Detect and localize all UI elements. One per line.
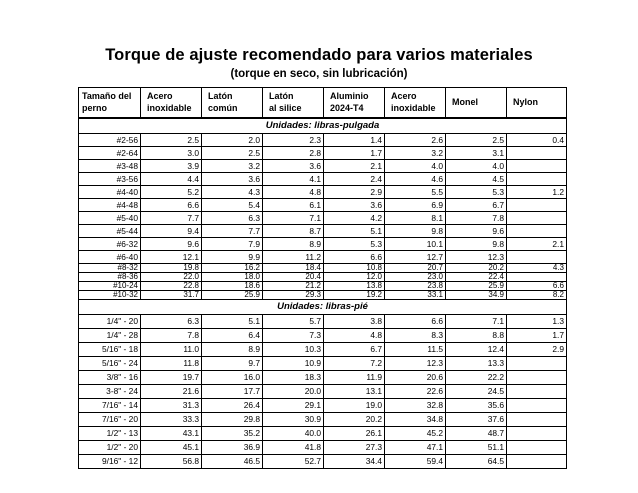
torque-value-cell: 11.8 [141, 357, 202, 371]
table-row [79, 413, 567, 427]
bolt-size-cell: #6-40 [79, 251, 141, 264]
torque-value-cell: 16.2 [202, 264, 263, 273]
torque-value-cell [507, 273, 567, 282]
torque-value-cell [507, 441, 567, 455]
torque-value-cell: 32.8 [385, 399, 446, 413]
bolt-size-cell: #2-56 [79, 134, 141, 147]
torque-value-cell: 20.7 [385, 264, 446, 273]
torque-value-cell: 4.8 [263, 186, 324, 199]
torque-value-cell: 1.4 [324, 134, 385, 147]
torque-value-cell: 7.3 [263, 329, 324, 343]
torque-value-cell: 52.7 [263, 455, 324, 469]
torque-value-cell: 6.1 [263, 199, 324, 212]
torque-value-cell: 3.1 [446, 147, 507, 160]
torque-value-cell: 1.7 [324, 147, 385, 160]
torque-value-cell: 6.4 [202, 329, 263, 343]
table-row [79, 251, 567, 264]
bolt-size-cell: #8-32 [79, 264, 141, 273]
torque-value-cell: 25.9 [202, 291, 263, 300]
torque-value-cell: 26.1 [324, 427, 385, 441]
torque-value-cell: 46.5 [202, 455, 263, 469]
torque-value-cell [507, 427, 567, 441]
torque-value-cell: 6.3 [202, 212, 263, 225]
header-monel: Monel [446, 88, 507, 119]
torque-value-cell: 10.9 [263, 357, 324, 371]
torque-value-cell: 4.2 [324, 212, 385, 225]
torque-value-cell: 22.2 [446, 371, 507, 385]
table-row [79, 427, 567, 441]
torque-value-cell: 13.3 [446, 357, 507, 371]
torque-value-cell: 10.8 [324, 264, 385, 273]
torque-value-cell: 5.1 [324, 225, 385, 238]
torque-value-cell: 4.0 [385, 160, 446, 173]
torque-value-cell: 12.1 [141, 251, 202, 264]
torque-value-cell: 31.3 [141, 399, 202, 413]
bolt-size-cell: 7/16" - 14 [79, 399, 141, 413]
torque-value-cell: 36.9 [202, 441, 263, 455]
torque-value-cell: 7.9 [202, 238, 263, 251]
torque-value-cell: 7.1 [263, 212, 324, 225]
torque-value-cell: 19.8 [141, 264, 202, 273]
torque-value-cell: 4.5 [446, 173, 507, 186]
torque-value-cell: 4.4 [141, 173, 202, 186]
torque-value-cell: 56.8 [141, 455, 202, 469]
torque-value-cell: 21.6 [141, 385, 202, 399]
page-subtitle: (torque en seco, sin lubricación) [230, 68, 408, 80]
torque-value-cell: 18.0 [202, 273, 263, 282]
table-row [79, 147, 567, 160]
torque-value-cell [507, 385, 567, 399]
torque-value-cell: 22.4 [446, 273, 507, 282]
torque-value-cell: 40.0 [263, 427, 324, 441]
torque-value-cell [507, 399, 567, 413]
bolt-size-cell: #3-48 [79, 160, 141, 173]
table-row [79, 186, 567, 199]
torque-value-cell: 2.3 [263, 134, 324, 147]
table-row [79, 399, 567, 413]
torque-value-cell: 3.2 [385, 147, 446, 160]
torque-value-cell: 5.7 [263, 315, 324, 329]
bolt-size-cell: #10-32 [79, 291, 141, 300]
torque-value-cell: 13.8 [324, 282, 385, 291]
section-header-row [79, 118, 567, 134]
torque-value-cell: 2.5 [202, 147, 263, 160]
torque-value-cell: 5.1 [202, 315, 263, 329]
bolt-size-cell: 3/8" - 16 [79, 371, 141, 385]
table-row [79, 160, 567, 173]
torque-value-cell: 23.0 [385, 273, 446, 282]
torque-value-cell: 2.5 [141, 134, 202, 147]
bolt-size-cell: 1/4" - 20 [79, 315, 141, 329]
bolt-size-cell: #2-64 [79, 147, 141, 160]
torque-value-cell: 7.7 [141, 212, 202, 225]
torque-value-cell: 3.2 [202, 160, 263, 173]
torque-value-cell: 6.6 [141, 199, 202, 212]
bolt-size-cell: 9/16" - 12 [79, 455, 141, 469]
torque-value-cell: 5.3 [446, 186, 507, 199]
torque-value-cell: 3.6 [324, 199, 385, 212]
table-header-row [79, 88, 567, 119]
torque-value-cell: 11.2 [263, 251, 324, 264]
table-row [79, 264, 567, 273]
torque-value-cell: 8.9 [202, 343, 263, 357]
torque-value-cell: 6.6 [507, 282, 567, 291]
torque-value-cell [507, 160, 567, 173]
table-row [79, 371, 567, 385]
torque-value-cell: 0.4 [507, 134, 567, 147]
torque-value-cell: 7.1 [446, 315, 507, 329]
torque-table [78, 87, 567, 469]
torque-value-cell: 43.1 [141, 427, 202, 441]
torque-value-cell [507, 413, 567, 427]
torque-value-cell: 9.6 [446, 225, 507, 238]
header-stainless-steel-2: Acero inoxidable [385, 88, 446, 119]
torque-value-cell: 3.6 [202, 173, 263, 186]
torque-value-cell [507, 251, 567, 264]
torque-value-cell: 13.1 [324, 385, 385, 399]
torque-value-cell: 25.9 [446, 282, 507, 291]
torque-value-cell: 18.4 [263, 264, 324, 273]
torque-value-cell: 2.1 [324, 160, 385, 173]
torque-value-cell: 20.2 [324, 413, 385, 427]
torque-value-cell: 7.8 [141, 329, 202, 343]
torque-value-cell: 7.2 [324, 357, 385, 371]
torque-value-cell: 34.9 [446, 291, 507, 300]
torque-value-cell: 12.3 [446, 251, 507, 264]
torque-value-cell: 12.4 [446, 343, 507, 357]
torque-value-cell: 19.2 [324, 291, 385, 300]
torque-value-cell: 7.8 [446, 212, 507, 225]
torque-value-cell: 6.3 [141, 315, 202, 329]
torque-value-cell: 18.6 [202, 282, 263, 291]
torque-value-cell [507, 212, 567, 225]
torque-value-cell: 2.9 [507, 343, 567, 357]
torque-value-cell [507, 455, 567, 469]
section-label: Unidades: libras-pulgada [79, 118, 567, 134]
header-nylon: Nylon [507, 88, 567, 119]
table-row [79, 291, 567, 300]
torque-value-cell [507, 371, 567, 385]
torque-value-cell [507, 199, 567, 212]
bolt-size-cell: #10-24 [79, 282, 141, 291]
torque-value-cell: 1.2 [507, 186, 567, 199]
torque-value-cell: 2.6 [385, 134, 446, 147]
bolt-size-cell: 3-8" - 24 [79, 385, 141, 399]
torque-value-cell: 12.3 [385, 357, 446, 371]
torque-value-cell: 11.5 [385, 343, 446, 357]
torque-value-cell: 8.1 [385, 212, 446, 225]
torque-value-cell [507, 173, 567, 186]
header-stainless-steel: Acero inoxidable [141, 88, 202, 119]
bolt-size-cell: #3-56 [79, 173, 141, 186]
torque-value-cell: 9.4 [141, 225, 202, 238]
torque-value-cell: 9.6 [141, 238, 202, 251]
torque-value-cell [507, 225, 567, 238]
torque-value-cell: 8.8 [446, 329, 507, 343]
torque-value-cell: 6.6 [385, 315, 446, 329]
torque-value-cell: 5.4 [202, 199, 263, 212]
torque-value-cell: 33.1 [385, 291, 446, 300]
torque-value-cell: 64.5 [446, 455, 507, 469]
section-header-row [79, 300, 567, 315]
torque-value-cell [507, 357, 567, 371]
bolt-size-cell: 7/16" - 20 [79, 413, 141, 427]
torque-value-cell: 12.7 [385, 251, 446, 264]
torque-value-cell: 4.3 [507, 264, 567, 273]
table-row [79, 134, 567, 147]
torque-value-cell: 18.3 [263, 371, 324, 385]
table-row [79, 329, 567, 343]
torque-value-cell: 31.7 [141, 291, 202, 300]
torque-value-cell: 20.2 [446, 264, 507, 273]
torque-value-cell: 47.1 [385, 441, 446, 455]
bolt-size-cell: 5/16" - 24 [79, 357, 141, 371]
torque-value-cell: 2.9 [324, 186, 385, 199]
bolt-size-cell: 5/16" - 18 [79, 343, 141, 357]
table-row [79, 273, 567, 282]
table-row [79, 385, 567, 399]
torque-value-cell: 29.1 [263, 399, 324, 413]
table-row [79, 225, 567, 238]
torque-value-cell: 37.6 [446, 413, 507, 427]
torque-value-cell: 23.8 [385, 282, 446, 291]
torque-value-cell: 9.8 [385, 225, 446, 238]
torque-value-cell: 48.7 [446, 427, 507, 441]
torque-value-cell: 11.9 [324, 371, 385, 385]
torque-value-cell: 21.2 [263, 282, 324, 291]
torque-value-cell: 11.0 [141, 343, 202, 357]
table-row [79, 441, 567, 455]
torque-value-cell: 1.3 [507, 315, 567, 329]
torque-value-cell: 5.2 [141, 186, 202, 199]
torque-value-cell: 29.8 [202, 413, 263, 427]
torque-value-cell: 51.1 [446, 441, 507, 455]
torque-value-cell [507, 147, 567, 160]
torque-value-cell: 33.3 [141, 413, 202, 427]
torque-value-cell: 4.3 [202, 186, 263, 199]
torque-value-cell: 10.3 [263, 343, 324, 357]
torque-value-cell: 10.1 [385, 238, 446, 251]
torque-value-cell: 5.5 [385, 186, 446, 199]
torque-value-cell: 24.5 [446, 385, 507, 399]
torque-value-cell: 3.6 [263, 160, 324, 173]
torque-value-cell: 35.2 [202, 427, 263, 441]
table-row [79, 343, 567, 357]
torque-value-cell: 8.9 [263, 238, 324, 251]
table-row [79, 199, 567, 212]
bolt-size-cell: #5-44 [79, 225, 141, 238]
torque-value-cell: 9.7 [202, 357, 263, 371]
torque-value-cell: 2.4 [324, 173, 385, 186]
header-aluminum: Aluminio 2024-T4 [324, 88, 385, 119]
torque-value-cell: 2.0 [202, 134, 263, 147]
torque-value-cell: 2.8 [263, 147, 324, 160]
torque-value-cell: 4.8 [324, 329, 385, 343]
page-title: Torque de ajuste recomendado para varios materiales [105, 46, 533, 64]
torque-value-cell: 8.7 [263, 225, 324, 238]
torque-value-cell: 22.8 [141, 282, 202, 291]
torque-value-cell: 4.0 [446, 160, 507, 173]
torque-value-cell: 3.8 [324, 315, 385, 329]
torque-value-cell: 22.6 [385, 385, 446, 399]
torque-value-cell: 19.0 [324, 399, 385, 413]
torque-value-cell: 2.1 [507, 238, 567, 251]
torque-value-cell: 22.0 [141, 273, 202, 282]
bolt-size-cell: #4-40 [79, 186, 141, 199]
torque-value-cell: 16.0 [202, 371, 263, 385]
bolt-size-cell: 1/4" - 28 [79, 329, 141, 343]
table-row [79, 455, 567, 469]
torque-value-cell: 3.9 [141, 160, 202, 173]
torque-value-cell: 2.5 [446, 134, 507, 147]
torque-value-cell: 59.4 [385, 455, 446, 469]
bolt-size-cell: 1/2" - 13 [79, 427, 141, 441]
torque-value-cell: 6.7 [324, 343, 385, 357]
table-row [79, 357, 567, 371]
torque-value-cell: 27.3 [324, 441, 385, 455]
torque-value-cell: 20.0 [263, 385, 324, 399]
bolt-size-cell: #4-48 [79, 199, 141, 212]
bolt-size-cell: 1/2" - 20 [79, 441, 141, 455]
torque-value-cell: 41.8 [263, 441, 324, 455]
torque-value-cell: 26.4 [202, 399, 263, 413]
table-row [79, 238, 567, 251]
section-label: Unidades: libras-pié [79, 300, 567, 315]
torque-value-cell: 3.0 [141, 147, 202, 160]
torque-value-cell: 9.8 [446, 238, 507, 251]
header-common-brass: Latón común [202, 88, 263, 119]
bolt-size-cell: #6-32 [79, 238, 141, 251]
torque-value-cell: 30.9 [263, 413, 324, 427]
header-bolt-size: Tamaño del perno [79, 88, 141, 119]
torque-value-cell: 29.3 [263, 291, 324, 300]
table-row [79, 282, 567, 291]
torque-value-cell: 19.7 [141, 371, 202, 385]
table-row [79, 212, 567, 225]
header-silicon-brass: Latón al silice [263, 88, 324, 119]
torque-value-cell: 6.6 [324, 251, 385, 264]
torque-value-cell: 6.9 [385, 199, 446, 212]
torque-value-cell: 8.2 [507, 291, 567, 300]
table-row [79, 173, 567, 186]
torque-value-cell: 1.7 [507, 329, 567, 343]
torque-value-cell: 9.9 [202, 251, 263, 264]
torque-value-cell: 5.3 [324, 238, 385, 251]
torque-value-cell: 20.4 [263, 273, 324, 282]
torque-value-cell: 8.3 [385, 329, 446, 343]
torque-value-cell: 20.6 [385, 371, 446, 385]
torque-value-cell: 6.7 [446, 199, 507, 212]
bolt-size-cell: #8-36 [79, 273, 141, 282]
torque-value-cell: 45.2 [385, 427, 446, 441]
torque-value-cell: 17.7 [202, 385, 263, 399]
torque-value-cell: 45.1 [141, 441, 202, 455]
torque-value-cell: 4.1 [263, 173, 324, 186]
bolt-size-cell: #5-40 [79, 212, 141, 225]
torque-value-cell: 35.6 [446, 399, 507, 413]
torque-value-cell: 7.7 [202, 225, 263, 238]
table-row [79, 315, 567, 329]
torque-value-cell: 34.4 [324, 455, 385, 469]
torque-value-cell: 12.0 [324, 273, 385, 282]
torque-value-cell: 4.6 [385, 173, 446, 186]
torque-value-cell: 34.8 [385, 413, 446, 427]
